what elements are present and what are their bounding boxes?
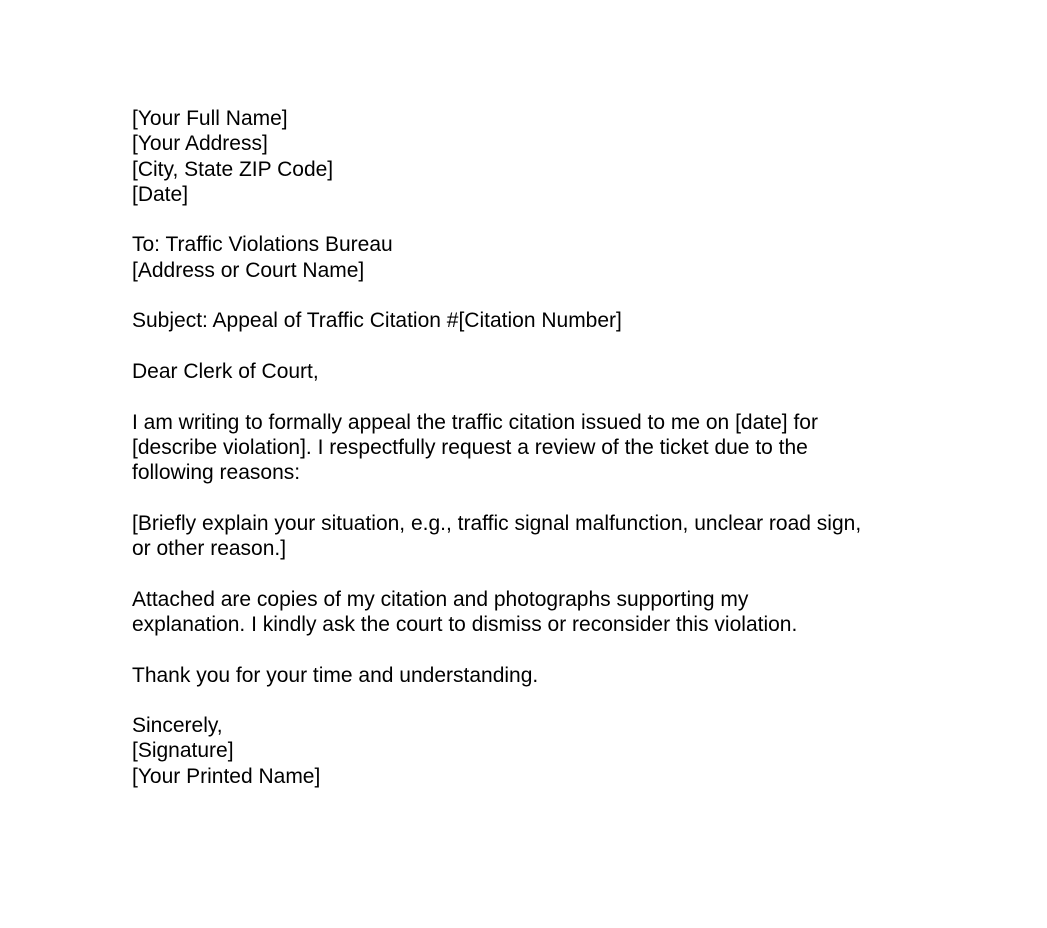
body-paragraph-1-line-2: [describe violation]. I respectfully request a review of the ticket due to the	[132, 435, 808, 459]
salutation: Dear Clerk of Court,	[132, 359, 319, 383]
body-paragraph-2	[132, 511, 922, 562]
sender-address: [Your Address]	[132, 132, 268, 156]
sender-name: [Your Full Name]	[132, 107, 288, 130]
spacer	[132, 334, 922, 359]
spacer	[132, 637, 922, 662]
recipient-block	[132, 232, 922, 283]
closing-printed-name: [Your Printed Name]	[132, 764, 321, 788]
spacer	[132, 384, 922, 409]
spacer	[132, 207, 922, 232]
spacer	[132, 485, 922, 510]
recipient-to-line: To: Traffic Violations Bureau	[132, 233, 393, 257]
sender-city-state-zip: [City, State ZIP Code]	[132, 157, 334, 181]
body-paragraph-2-line-1: [Briefly explain your situation, e.g., traffic signal malfunction, unclear road sign,	[132, 511, 862, 535]
body-paragraph-3-line-1: Attached are copies of my citation and photographs supporting my	[132, 587, 749, 611]
spacer	[132, 283, 922, 308]
closing-signature: [Signature]	[132, 739, 234, 763]
spacer	[132, 561, 922, 586]
body-paragraph-1	[132, 410, 922, 486]
closing-sign-off: Sincerely,	[132, 714, 223, 738]
body-paragraph-1-line-3: following reasons:	[132, 461, 301, 485]
spacer	[132, 688, 922, 713]
closing-block	[132, 713, 922, 789]
body-paragraph-3	[132, 587, 922, 638]
letter-date: [Date]	[132, 182, 189, 206]
body-paragraph-4: Thank you for your time and understanding.	[132, 663, 539, 687]
sender-block	[132, 106, 922, 207]
recipient-address: [Address or Court Name]	[132, 258, 365, 282]
body-paragraph-3-line-2: explanation. I kindly ask the court to dismiss or reconsider this violation.	[132, 612, 798, 636]
body-paragraph-1-line-1: I am writing to formally appeal the traffic citation issued to me on [date] for	[132, 410, 818, 434]
body-paragraph-2-line-2: or other reason.]	[132, 537, 287, 561]
subject-line: Subject: Appeal of Traffic Citation #[Citation Number]	[132, 309, 622, 333]
letter-document	[132, 106, 922, 789]
